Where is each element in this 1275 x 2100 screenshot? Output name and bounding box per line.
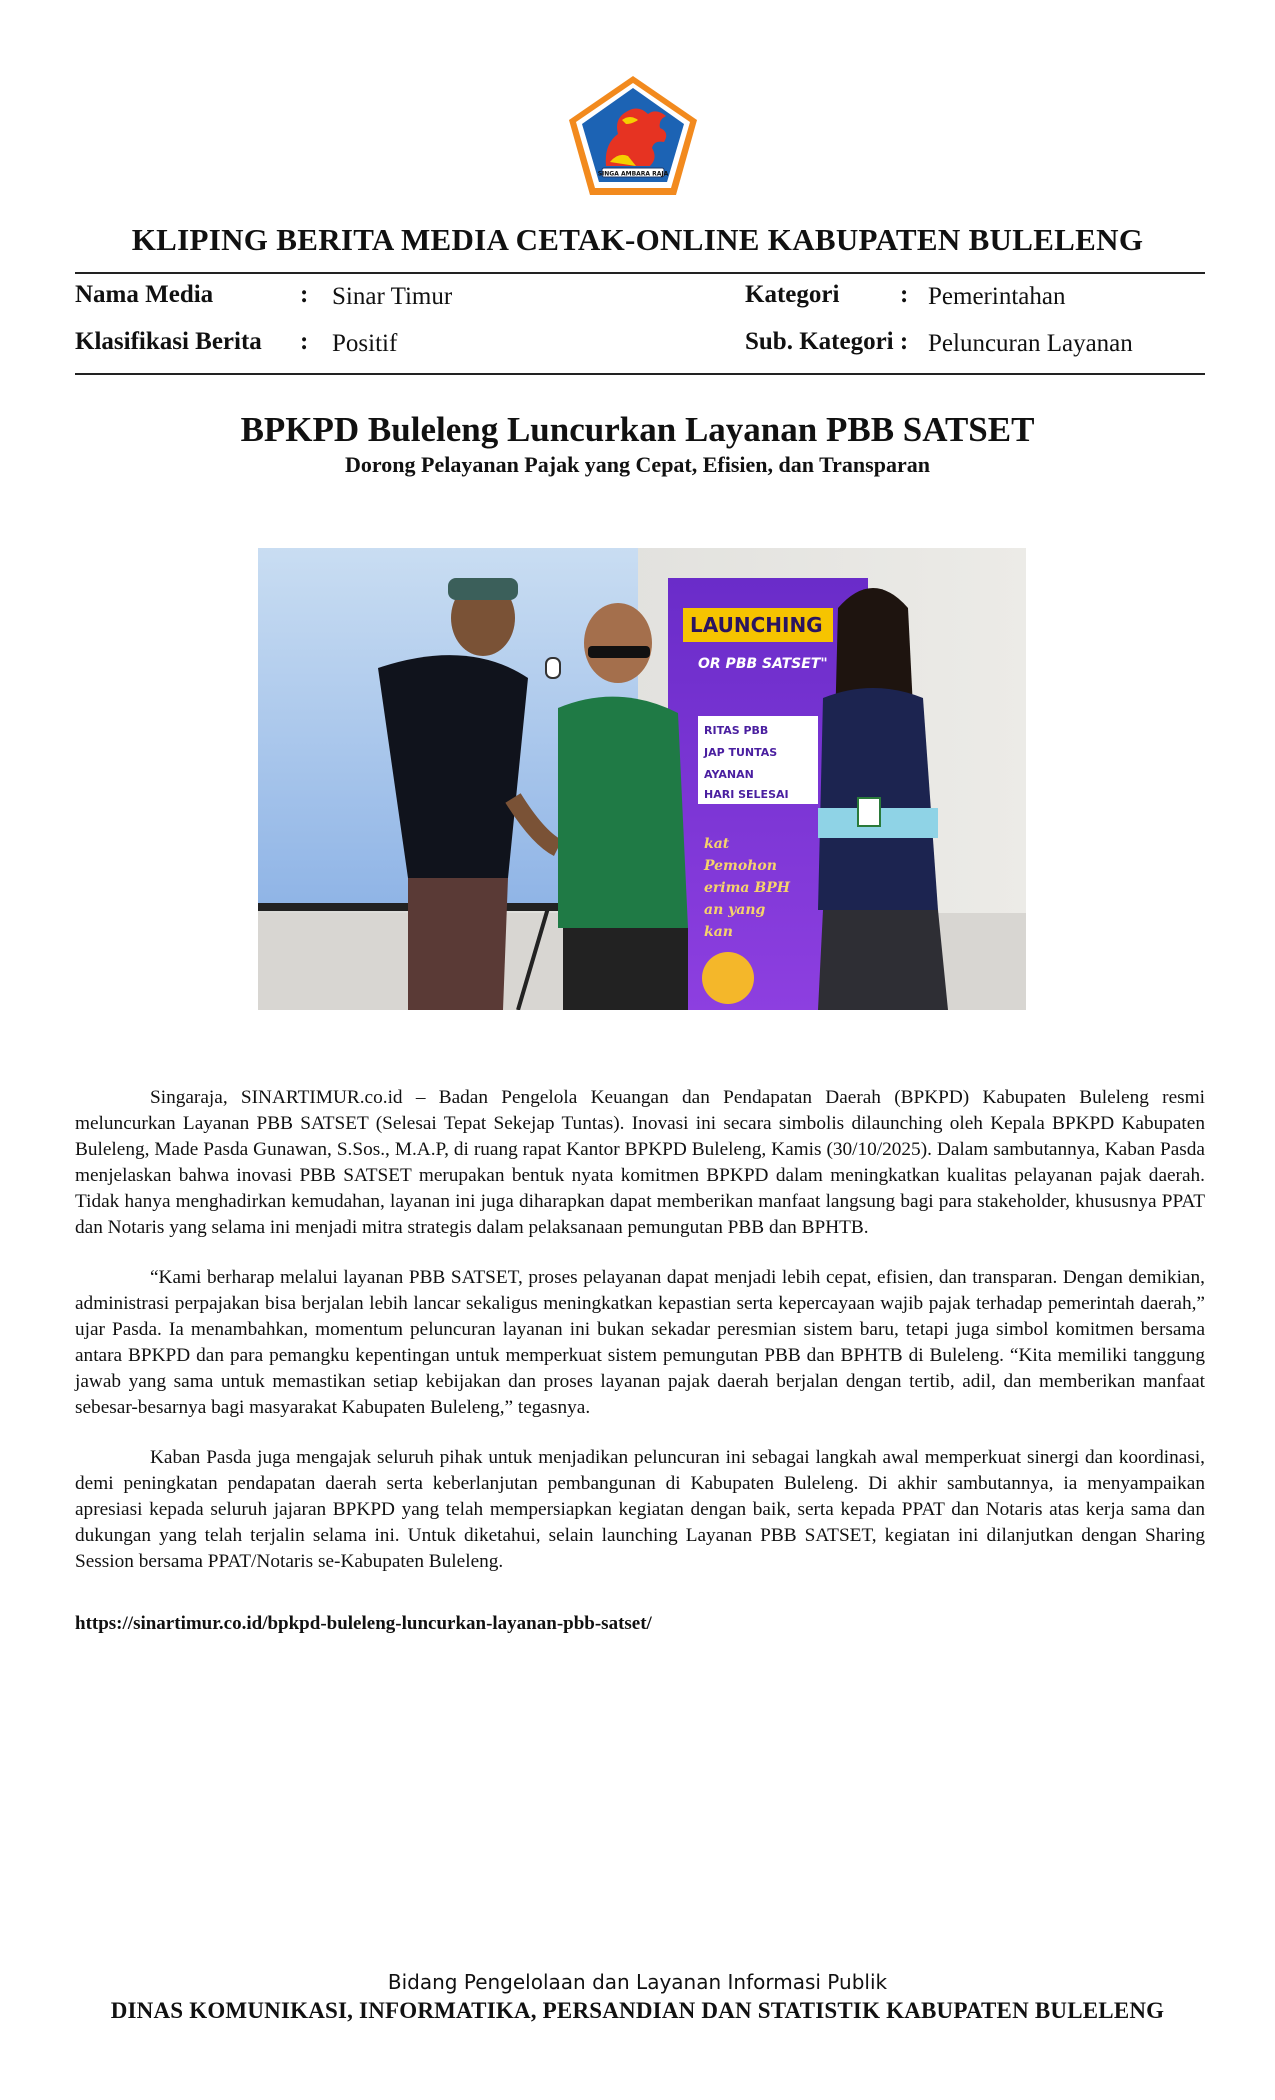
logo-motto: SINGA AMBARA RAJA [597, 170, 669, 178]
klasifikasi-label: Klasifikasi Berita [75, 328, 262, 355]
banner-script2: Pemohon [704, 858, 777, 874]
source-link[interactable]: https://sinartimur.co.id/bpkpd-buleleng-luncurkan-layanan-pbb-satset/ [75, 1613, 652, 1634]
article-body [75, 1085, 1205, 1599]
document-title: KLIPING BERITA MEDIA CETAK-ONLINE KABUPATEN BULELENG [131, 222, 1144, 257]
media-label: Nama Media [75, 281, 214, 308]
banner-script5: kan [704, 924, 733, 940]
banner-line4: HARI SELESAI [704, 788, 789, 801]
subkategori-value: Peluncuran Layanan [928, 330, 1133, 357]
paragraph-3: Kaban Pasda juga mengajak seluruh pihak untuk menjadikan peluncuran ini sebagai langkah awal memperkuat sinergi dan koordinasi, demi peningkatan pendapatan daerah serta keberlanjutan pembangunan di Kabupaten Buleleng. Di akhir sambutannya, ia menyampaikan apresiasi kepada seluruh jajaran BPKPD yang telah mempersiapkan kegiatan dengan baik, serta kepada PPAT dan Notaris atas kerja sama dan dukungan yang telah terjalin selama ini. Untuk diketahui, selain launching Layanan PBB SATSET, kegiatan ini dilanjutkan dengan Sharing Session bersama PPAT/Notaris se-Kabupaten Buleleng. [75, 1447, 1205, 1572]
footer-division: Bidang Pengelolaan dan Layanan Informasi Publik [387, 1970, 888, 1994]
paragraph-1: Singaraja, SINARTIMUR.co.id – Badan Pengelola Keuangan dan Pendapatan Daerah (BPKPD) Kabupaten Buleleng resmi meluncurkan Layanan PBB SATSET (Selesai Tepat Sekejap Tuntas). Inovasi ini secara simbolis dilaunching oleh Kepala BPKPD Kabupaten Buleleng, Made Pasda Gunawan, S.Sos., M.A.P, di ruang rapat Kantor BPKPD Buleleng, Kamis (30/10/2025). Dalam sambutannya, Kaban Pasda menjelaskan bahwa inovasi PBB SATSET merupakan bentuk nyata komitmen BPKPD dalam meningkatkan kualitas pelayanan pajak daerah. Tidak hanya menghadirkan kemudahan, layanan ini juga diharapkan dapat memberikan manfaat langsung bagi para stakeholder, khususnya PPAT dan Notaris yang selama ini menjadi mitra strategis dalam pelaksanaan pemungutan PBB dan BPHTB. [75, 1087, 1205, 1238]
klasifikasi-value: Positif [332, 330, 398, 357]
paragraph-2: “Kami berharap melalui layanan PBB SATSET, proses pelayanan dapat menjadi lebih cepat, efisien, dan transparan. Dengan demikian, administrasi perpajakan bisa berjalan lebih lancar sekaligus meningkatkan kepastian serta kepercayaan wajib pajak terhadap pemerintah daerah,” ujar Pasda. Ia menambahkan, momentum peluncuran layanan ini bukan sekadar peresmian sistem baru, tetapi juga simbol komitmen bersama antara BPKPD dan para pemangku kepentingan untuk memperkuat sistem pemungutan PBB dan BPHTB di Buleleng. “Kita memiliki tanggung jawab yang sama untuk memastikan setiap kebijakan dan proses layanan pajak daerah berjalan dengan tertib, adil, dan memberikan manfaat sebesar-besarnya bagi masyarakat Kabupaten Buleleng,” tegasnya. [75, 1267, 1205, 1418]
media-value: Sinar Timur [332, 283, 453, 310]
media-colon: : [300, 281, 309, 308]
banner-pbb: OR PBB SATSET" [698, 656, 828, 672]
banner-script1: kat [704, 836, 730, 852]
footer-agency: DINAS KOMUNIKASI, INFORMATIKA, PERSANDIAN DAN STATISTIK KABUPATEN BULELENG [110, 1998, 1165, 2023]
article-headline: BPKPD Buleleng Luncurkan Layanan PBB SATSET [240, 410, 1035, 449]
banner-script4: an yang [704, 902, 766, 918]
banner-line1: RITAS PBB [704, 724, 769, 737]
article-photo [258, 548, 1026, 1010]
banner-launching: LAUNCHING [690, 613, 823, 637]
lion-emblem-icon [566, 74, 700, 198]
bottom-divider [75, 373, 1205, 375]
kategori-label: Kategori [745, 281, 840, 308]
kategori-colon: : [900, 281, 909, 308]
banner-line2: JAP TUNTAS [704, 746, 778, 759]
klasifikasi-colon: : [300, 328, 309, 355]
banner-line3: AYANAN [704, 768, 754, 781]
kategori-value: Pemerintahan [928, 283, 1066, 310]
banner-script3: erima BPH [704, 880, 790, 896]
top-divider [75, 272, 1205, 274]
article-subheadline: Dorong Pelayanan Pajak yang Cepat, Efisien, dan Transparan [345, 452, 930, 477]
subkategori-label: Sub. Kategori : [745, 328, 909, 355]
